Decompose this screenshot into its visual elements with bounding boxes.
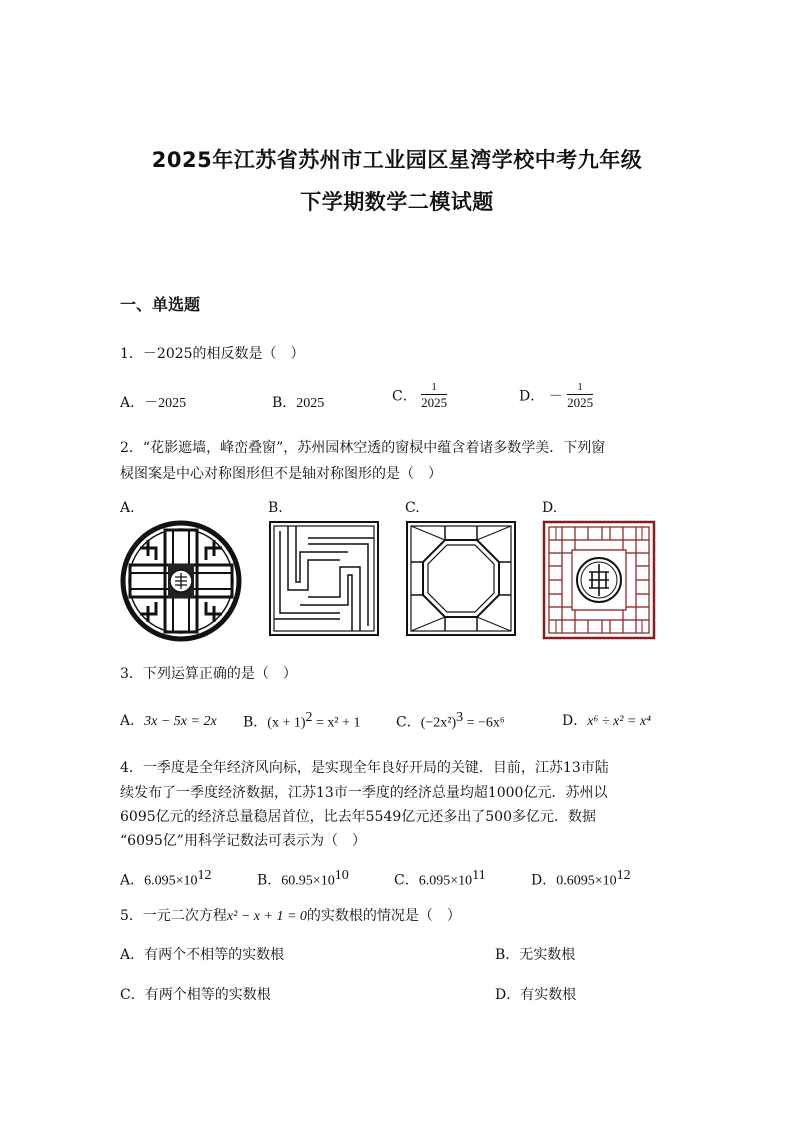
fraction: $\frac{1}{2025}$ [567, 381, 594, 410]
question-4-line-1: 4．一季度是全年经济风向标，是实现全年良好开局的关键．目前，江苏13市陆 [120, 760, 609, 776]
q3-option-c: C．$(-2x^2)^3 = -6x^6$ [396, 710, 505, 731]
q2-label-c: C. [405, 500, 420, 516]
question-2-stem-line-1: 2．“花影遮墙，峰峦叠窗”，苏州园林空透的窗棂中蕴含着诸多数学美．下列窗 [120, 440, 606, 456]
q1-option-a: A．－2025 [120, 395, 187, 411]
question-1-stem: 1．－2025的相反数是（ ） [120, 346, 305, 362]
window-lattice-d-figure [542, 520, 656, 640]
q4-option-c: C．$6.095\times 10^{11}$ [394, 868, 486, 889]
q2-label-a: A. [120, 500, 135, 516]
question-3-stem: 3．下列运算正确的是（ ） [120, 666, 297, 682]
q5-option-a: A．有两个不相等的实数根 [120, 947, 285, 963]
q4-option-a: A．$6.095\times 10^{12}$ [120, 868, 212, 889]
window-lattice-c-figure [405, 520, 517, 637]
q4-option-d: D．$0.6095\times 10^{12}$ [531, 868, 631, 889]
document-title-line-2: 下学期数学二模试题 [300, 190, 494, 214]
question-4-line-4: “6095亿”用科学记数法可表示为（ ） [120, 833, 366, 849]
question-4-line-3: 6095亿元的经济总量稳居首位，比去年5549亿元还多出了500多亿元．数据 [120, 809, 596, 825]
q5-option-c: C．有两个相等的实数根 [120, 987, 271, 1003]
q5-option-d: D．有实数根 [495, 987, 577, 1003]
q5-option-b: B．无实数根 [495, 947, 576, 963]
q2-label-d: D. [542, 500, 558, 516]
q1-option-d: D． － $\frac{1}{2025}$ [519, 381, 594, 410]
q1-option-c: C． $\frac{1}{2025}$ [392, 381, 448, 410]
q2-label-b: B. [268, 500, 283, 516]
window-lattice-b-figure [268, 520, 380, 637]
q4-option-b: B．$60.95\times 10^{10}$ [257, 868, 349, 889]
q3-option-d: D．x⁶ ÷ x² = x⁴ [562, 713, 651, 729]
q3-option-a: A．3x − 5x = 2x [120, 713, 217, 729]
q3-option-b: B．$(x + 1)^2 = x^2 + 1$ [243, 710, 361, 731]
section-heading: 一、单选题 [120, 295, 201, 314]
fraction: $\frac{1}{2025}$ [421, 381, 448, 410]
question-4-line-2: 续发布了一季度经济数据，江苏13市一季度的经济总量均超1000亿元．苏州以 [120, 785, 608, 801]
q1-option-b: B．2025 [272, 395, 325, 411]
question-5-stem: 5．一元二次方程x² − x + 1 = 0的实数根的情况是（ ） [120, 908, 461, 924]
window-lattice-a-figure [120, 520, 242, 642]
document-title-line-1: 2025年江苏省苏州市工业园区星湾学校中考九年级 [151, 148, 643, 172]
question-2-stem-line-2: 棂图案是中心对称图形但不是轴对称图形的是（ ） [120, 466, 442, 482]
